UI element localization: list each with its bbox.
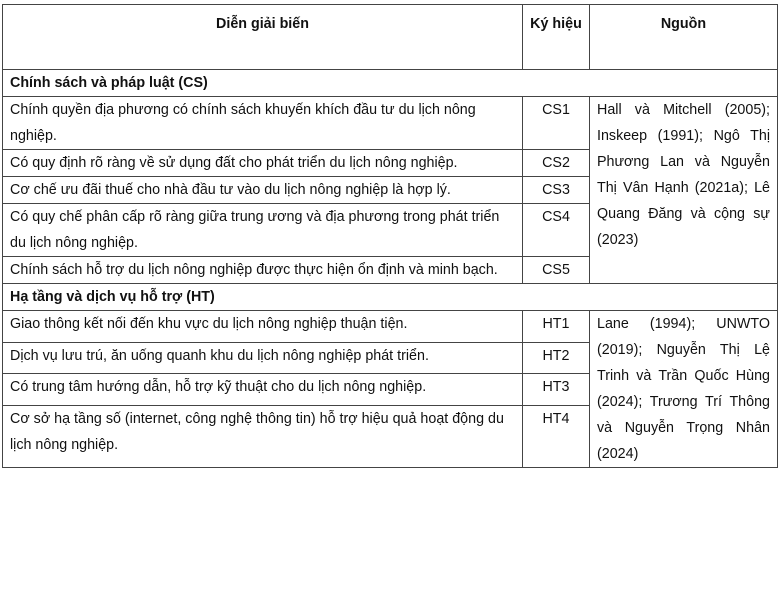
row-symbol: CS4 (523, 204, 590, 257)
row-symbol: CS1 (523, 97, 590, 150)
row-symbol: CS5 (523, 257, 590, 284)
row-description: Dịch vụ lưu trú, ăn uống quanh khu du lịch nông nghiệp phát triển. (3, 342, 523, 374)
section-source-ht: Lane (1994); UNWTO (2019); Nguyễn Thị Lệ Trinh và Trần Quốc Hùng (2024); Trương Trí Thông và Nguyễn Trọng Nhân (2024) (590, 311, 778, 468)
row-description: Giao thông kết nối đến khu vực du lịch nông nghiệp thuận tiện. (3, 311, 523, 343)
row-symbol: CS3 (523, 177, 590, 204)
row-symbol: HT3 (523, 374, 590, 406)
table-row (3, 311, 778, 343)
row-description: Có quy chế phân cấp rõ ràng giữa trung ương và địa phương trong phát triển du lịch nông nghiệp. (3, 204, 523, 257)
table-row (3, 97, 778, 150)
section-source-cs: Hall và Mitchell (2005); Inskeep (1991); Ngô Thị Phương Lan và Nguyễn Thị Vân Hạnh (2021a); Lê Quang Đăng và cộng sự (2023) (590, 97, 778, 284)
row-symbol: HT1 (523, 311, 590, 343)
row-description: Có quy định rõ ràng về sử dụng đất cho phát triển du lịch nông nghiệp. (3, 150, 523, 177)
section-title-cs: Chính sách và pháp luật (CS) (3, 70, 778, 97)
row-symbol: HT2 (523, 342, 590, 374)
row-description: Chính sách hỗ trợ du lịch nông nghiệp được thực hiện ổn định và minh bạch. (3, 257, 523, 284)
row-description: Cơ sở hạ tầng số (internet, công nghệ thông tin) hỗ trợ hiệu quả hoạt động du lịch nông nghiệp. (3, 405, 523, 467)
header-description: Diễn giải biến (3, 5, 523, 70)
row-description: Cơ chế ưu đãi thuế cho nhà đầu tư vào du lịch nông nghiệp là hợp lý. (3, 177, 523, 204)
section-row (3, 70, 778, 97)
row-symbol: CS2 (523, 150, 590, 177)
header-row (3, 5, 778, 70)
row-symbol: HT4 (523, 405, 590, 467)
section-row (3, 284, 778, 311)
header-source: Nguồn (590, 5, 778, 70)
row-description: Chính quyền địa phương có chính sách khuyến khích đầu tư du lịch nông nghiệp. (3, 97, 523, 150)
variables-table (2, 4, 778, 468)
section-title-ht: Hạ tầng và dịch vụ hỗ trợ (HT) (3, 284, 778, 311)
header-symbol: Ký hiệu (523, 5, 590, 70)
row-description: Có trung tâm hướng dẫn, hỗ trợ kỹ thuật cho du lịch nông nghiệp. (3, 374, 523, 406)
